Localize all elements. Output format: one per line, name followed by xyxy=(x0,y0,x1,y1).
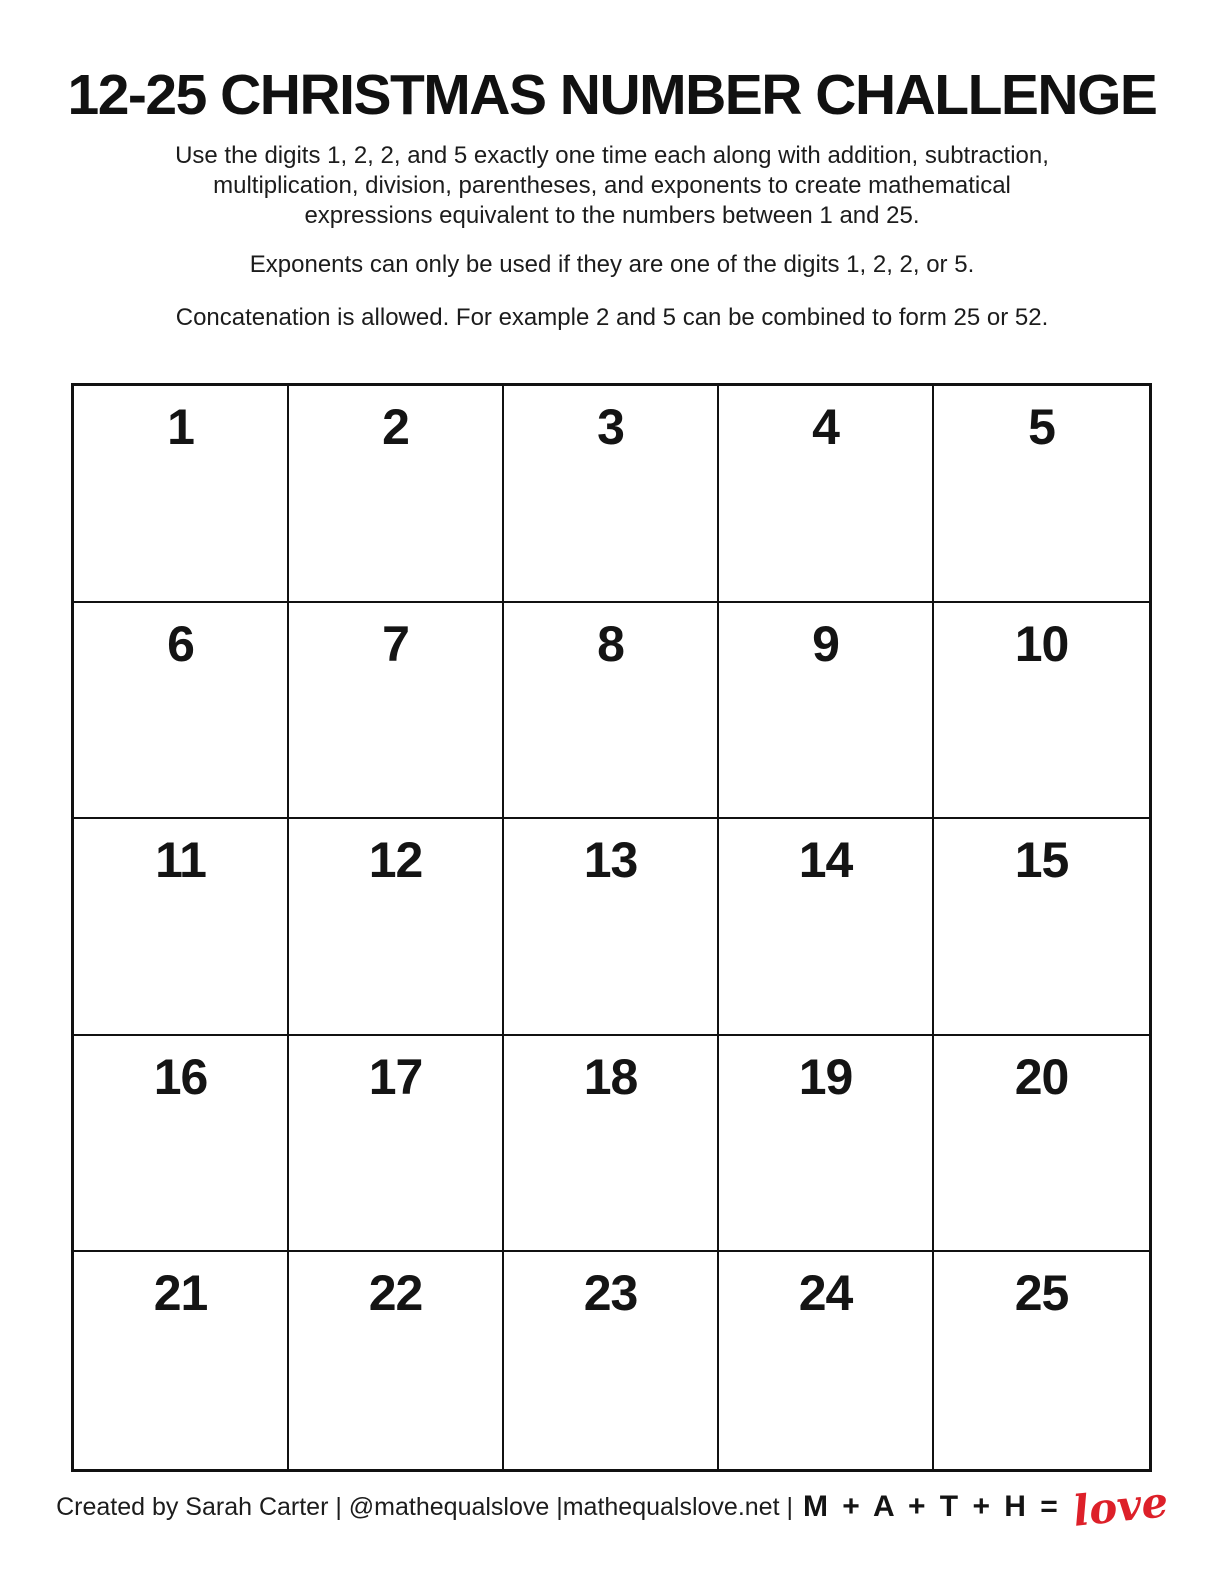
grid-cell-22: 22 xyxy=(289,1252,504,1469)
grid-cell-18: 18 xyxy=(504,1036,719,1253)
instructions-line-1: Use the digits 1, 2, 2, and 5 exactly one time each along with addition, subtraction, xyxy=(175,142,1049,169)
grid-cell-13: 13 xyxy=(504,819,719,1036)
grid-cell-5: 5 xyxy=(934,386,1149,603)
grid-cell-21: 21 xyxy=(74,1252,289,1469)
grid-cell-23: 23 xyxy=(504,1252,719,1469)
grid-cell-15: 15 xyxy=(934,819,1149,1036)
grid-cell-10: 10 xyxy=(934,603,1149,820)
love-script-logo: love xyxy=(1070,1477,1171,1536)
grid-cell-17: 17 xyxy=(289,1036,504,1253)
page-title: 12-25 CHRISTMAS NUMBER CHALLENGE xyxy=(67,63,1157,127)
math-equals-brand-text: M + A + T + H = xyxy=(802,1490,1061,1523)
grid-cell-14: 14 xyxy=(719,819,934,1036)
grid-cell-3: 3 xyxy=(504,386,719,603)
grid-cell-1: 1 xyxy=(74,386,289,603)
grid-cell-4: 4 xyxy=(719,386,934,603)
grid-cell-19: 19 xyxy=(719,1036,934,1253)
grid-cell-9: 9 xyxy=(719,603,934,820)
grid-cell-7: 7 xyxy=(289,603,504,820)
grid-cell-2: 2 xyxy=(289,386,504,603)
footer-credit-line xyxy=(0,1477,1224,1536)
grid-cell-16: 16 xyxy=(74,1036,289,1253)
exponents-rule-text: Exponents can only be used if they are one of the digits 1, 2, 2, or 5. xyxy=(249,251,975,278)
instructions-paragraph xyxy=(0,141,1224,231)
grid-cell-25: 25 xyxy=(1014,1265,1069,1322)
instructions-line-3: expressions equivalent to the numbers between 1 and 25. xyxy=(304,202,920,229)
grid-cell-8: 8 xyxy=(504,603,719,820)
grid-cell-12: 12 xyxy=(289,819,504,1036)
answer-grid xyxy=(71,383,1152,1472)
grid-cell-6: 6 xyxy=(74,603,289,820)
instructions-line-2: multiplication, division, parentheses, and exponents to create mathematical xyxy=(213,172,1011,199)
grid-cell-24: 24 xyxy=(719,1252,934,1469)
grid-cell-20: 20 xyxy=(934,1036,1149,1253)
grid-cell-11: 11 xyxy=(74,819,289,1036)
credit-text: Created by Sarah Carter | @mathequalslove |mathequalslove.net | xyxy=(56,1492,793,1521)
concatenation-rule-text: Concatenation is allowed. For example 2 and 5 can be combined to form 25 or 52. xyxy=(175,304,1049,331)
